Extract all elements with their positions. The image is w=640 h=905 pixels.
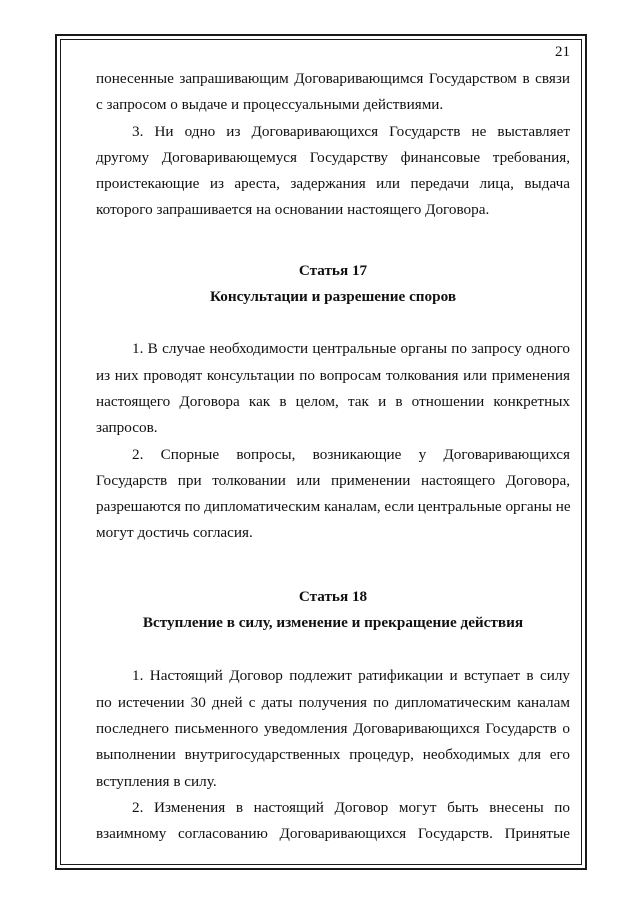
text-line: из них проводят консультации по вопросам толкования или применения: [96, 366, 570, 384]
text-line: с запросом о выдаче и процессуальными действиями.: [96, 96, 444, 114]
spacer: [96, 224, 570, 258]
paragraph-article-18-2: [96, 795, 570, 848]
spacer: [96, 547, 570, 584]
text-line: выполнении внутригосударственных процедур, необходимых для его: [96, 746, 570, 764]
document-body: [96, 66, 570, 847]
page-number: 21: [555, 44, 570, 60]
paragraph-article-18-1: [96, 663, 570, 794]
paragraph-intro-3: [96, 119, 570, 224]
text-line: 1. Настоящий Договор подлежит ратификации и вступает в силу: [132, 667, 570, 685]
text-line: 2. Изменения в настоящий Договор могут быть внесены по: [132, 798, 570, 816]
paragraph-intro-continuation: [96, 66, 570, 119]
text-line: другому Договаривающемуся Государству финансовые требования,: [96, 148, 570, 166]
text-line: запросов.: [96, 419, 158, 437]
text-line: настоящего Договора как в целом, так и в отношении конкретных: [96, 392, 570, 410]
spacer: [96, 310, 570, 336]
text-line: 1. В случае необходимости центральные органы по запросу одного: [132, 340, 570, 358]
text-line: вступления в силу.: [96, 772, 217, 790]
text-line: по истечении 30 дней с даты получения по дипломатическим каналам: [96, 693, 570, 711]
text-line: 2. Спорные вопросы, возникающие у Договаривающихся: [132, 445, 570, 463]
article-18-number: Статья 18: [298, 587, 368, 605]
text-line: понесенные запрашивающим Договаривающимся Государством в связи: [96, 70, 570, 87]
spacer: [96, 636, 570, 663]
text-line: последнего письменного уведомления Договаривающихся Государств о: [96, 719, 570, 737]
text-line: Государств при толковании или применении настоящего Договора,: [96, 471, 570, 489]
article-17-number: Статья 17: [298, 261, 368, 279]
text-line: взаимному согласованию Договаривающихся Государств. Принятые: [96, 825, 570, 843]
text-line: которого запрашивается на основании настоящего Договора.: [96, 201, 490, 219]
text-line: разрешаются по дипломатическим каналам, если центральные органы не: [96, 498, 571, 516]
article-18-title: Вступление в силу, изменение и прекращение действия: [142, 614, 524, 632]
text-line: 3. Ни одно из Договаривающихся Государств не выставляет: [132, 122, 570, 140]
article-17-title: Консультации и разрешение споров: [209, 288, 457, 306]
text-line: могут достичь согласия.: [96, 524, 253, 542]
text-line: проистекающие из ареста, задержания или передачи лица, выдача: [96, 175, 570, 193]
paragraph-article-17-2: [96, 442, 570, 547]
paragraph-article-17-1: [96, 336, 570, 441]
